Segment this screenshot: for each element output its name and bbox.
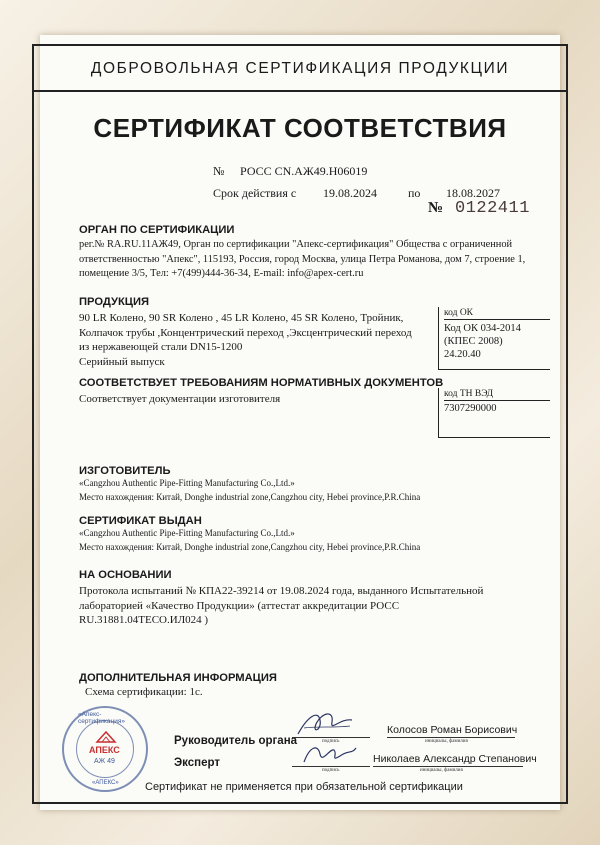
form-number-label: № bbox=[428, 200, 444, 216]
header-divider bbox=[32, 90, 568, 92]
expert-name-caption: инициалы, фамилия bbox=[420, 768, 463, 773]
seal-brand: АПЕКС bbox=[89, 745, 120, 755]
head-name: Колосов Роман Борисович bbox=[387, 724, 518, 736]
product-line: из нержавеющей стали DN15-1200 bbox=[79, 341, 243, 353]
basis-details bbox=[79, 584, 483, 628]
issued-to-details bbox=[79, 527, 420, 554]
ok-code-box bbox=[438, 307, 550, 370]
validity-to-label: по bbox=[408, 186, 421, 200]
ok-code-line: Код ОК 034-2014 bbox=[444, 323, 521, 334]
product-line: Колпачок трубы ,Концентрический переход ,Эксцентрический переход bbox=[79, 326, 412, 339]
basis-line: лабораторией «Качество Продукции» (аттестат аккредитации РОСС bbox=[79, 599, 400, 612]
conformity-title: СООТВЕТСТВУЕТ ТРЕБОВАНИЯМ НОРМАТИВНЫХ ДОКУМЕНТОВ bbox=[79, 377, 444, 389]
seal-code: АЖ 49 bbox=[94, 758, 115, 765]
certification-scheme: Схема сертификации: 1с. bbox=[85, 686, 203, 698]
product-title: ПРОДУКЦИЯ bbox=[79, 296, 150, 308]
registration-number-label: № bbox=[213, 164, 225, 178]
ok-code-line: (КПЕС 2008) bbox=[444, 336, 503, 347]
manufacturer-location: Место нахождения: Китай, Donghe industrial zone,Cangzhou city, Hebei province,P.R.China bbox=[79, 491, 421, 502]
conformity-text: Соответствует документации изготовителя bbox=[79, 393, 281, 405]
validity-label: Срок действия с bbox=[213, 186, 297, 200]
certification-body-line: ответственностью "Апекс", 115193, Россия, город Москва, улица Петра Романова, дом 7, строение 1, bbox=[79, 253, 526, 265]
head-name-caption: инициалы, фамилия bbox=[425, 739, 468, 744]
voluntary-certification-heading: ДОБРОВОЛЬНАЯ СЕРТИФИКАЦИЯ ПРОДУКЦИИ bbox=[90, 60, 510, 77]
head-signature bbox=[294, 706, 356, 740]
issued-to-location: Место нахождения: Китай, Donghe industrial zone,Cangzhou city, Hebei province,P.R.China bbox=[79, 541, 421, 552]
expert-label: Эксперт bbox=[174, 757, 221, 769]
basis-line: RU.31881.04ТЕСО.ИЛ024 ) bbox=[79, 614, 209, 626]
expert-name: Николаев Александр Степанович bbox=[373, 753, 537, 765]
additional-info-title: ДОПОЛНИТЕЛЬНАЯ ИНФОРМАЦИЯ bbox=[79, 672, 277, 684]
head-name-line bbox=[387, 737, 515, 738]
valid-to-date: 18.08.2027 bbox=[446, 186, 500, 200]
valid-from-date: 19.08.2024 bbox=[323, 186, 377, 200]
product-line: 90 LR Колено, 90 SR Колено , 45 LR Колено, 45 SR Колено, Тройник, bbox=[79, 312, 404, 324]
certification-body-title: ОРГАН ПО СЕРТИФИКАЦИИ bbox=[79, 224, 235, 236]
official-seal bbox=[62, 706, 148, 792]
manufacturer-details bbox=[79, 477, 420, 504]
certification-body-line: помещение 3/5, Тел: +7(499)444-36-34, E-mail: info@apex-cert.ru bbox=[79, 268, 364, 279]
head-of-body-label: Руководитель органа bbox=[174, 735, 298, 747]
expert-signature bbox=[300, 738, 360, 768]
basis-line: Протокола испытаний № КПА22-39214 от 19.08.2024 года, выданного Испытательной bbox=[79, 585, 484, 597]
form-number: 0122411 bbox=[455, 199, 530, 218]
certificate-title: СЕРТИФИКАТ СООТВЕТСТВИЯ bbox=[93, 113, 507, 143]
certification-body-line: рег.№ RA.RU.11АЖ49, Орган по сертификации "Апекс-сертификация" Общества с ограниченной bbox=[79, 239, 513, 250]
seal-top-text: «Апекс-сертификация» bbox=[78, 711, 126, 725]
certification-body-details bbox=[79, 238, 525, 282]
registration-number: РОСС CN.АЖ49.H06019 bbox=[240, 164, 368, 178]
manufacturer-title: ИЗГОТОВИТЕЛЬ bbox=[79, 465, 171, 477]
product-description bbox=[79, 311, 412, 369]
expert-name-line bbox=[373, 766, 523, 767]
tnved-code-label: код ТН ВЭД bbox=[444, 388, 550, 401]
footer-note: Сертификат не применяется при обязательной сертификации bbox=[145, 781, 463, 793]
ok-code-label: код ОК bbox=[444, 307, 550, 320]
seal-bottom-text: «АПЕКС» bbox=[92, 780, 119, 786]
issued-to-title: СЕРТИФИКАТ ВЫДАН bbox=[79, 515, 202, 527]
head-signature-caption: подпись bbox=[322, 739, 340, 744]
tnved-code-value: 7307290000 bbox=[444, 403, 497, 414]
expert-signature-caption: подпись bbox=[322, 768, 340, 773]
basis-title: НА ОСНОВАНИИ bbox=[79, 569, 172, 581]
seal-emblem-icon bbox=[95, 730, 117, 744]
product-line: Серийный выпуск bbox=[79, 355, 165, 368]
manufacturer-name: «Cangzhou Authentic Pipe-Fitting Manufacturing Co.,Ltd.» bbox=[79, 478, 295, 488]
issued-to-name: «Cangzhou Authentic Pipe-Fitting Manufacturing Co.,Ltd.» bbox=[79, 528, 295, 538]
ok-code-line: 24.20.40 bbox=[444, 349, 481, 360]
tnved-code-box bbox=[438, 388, 550, 438]
